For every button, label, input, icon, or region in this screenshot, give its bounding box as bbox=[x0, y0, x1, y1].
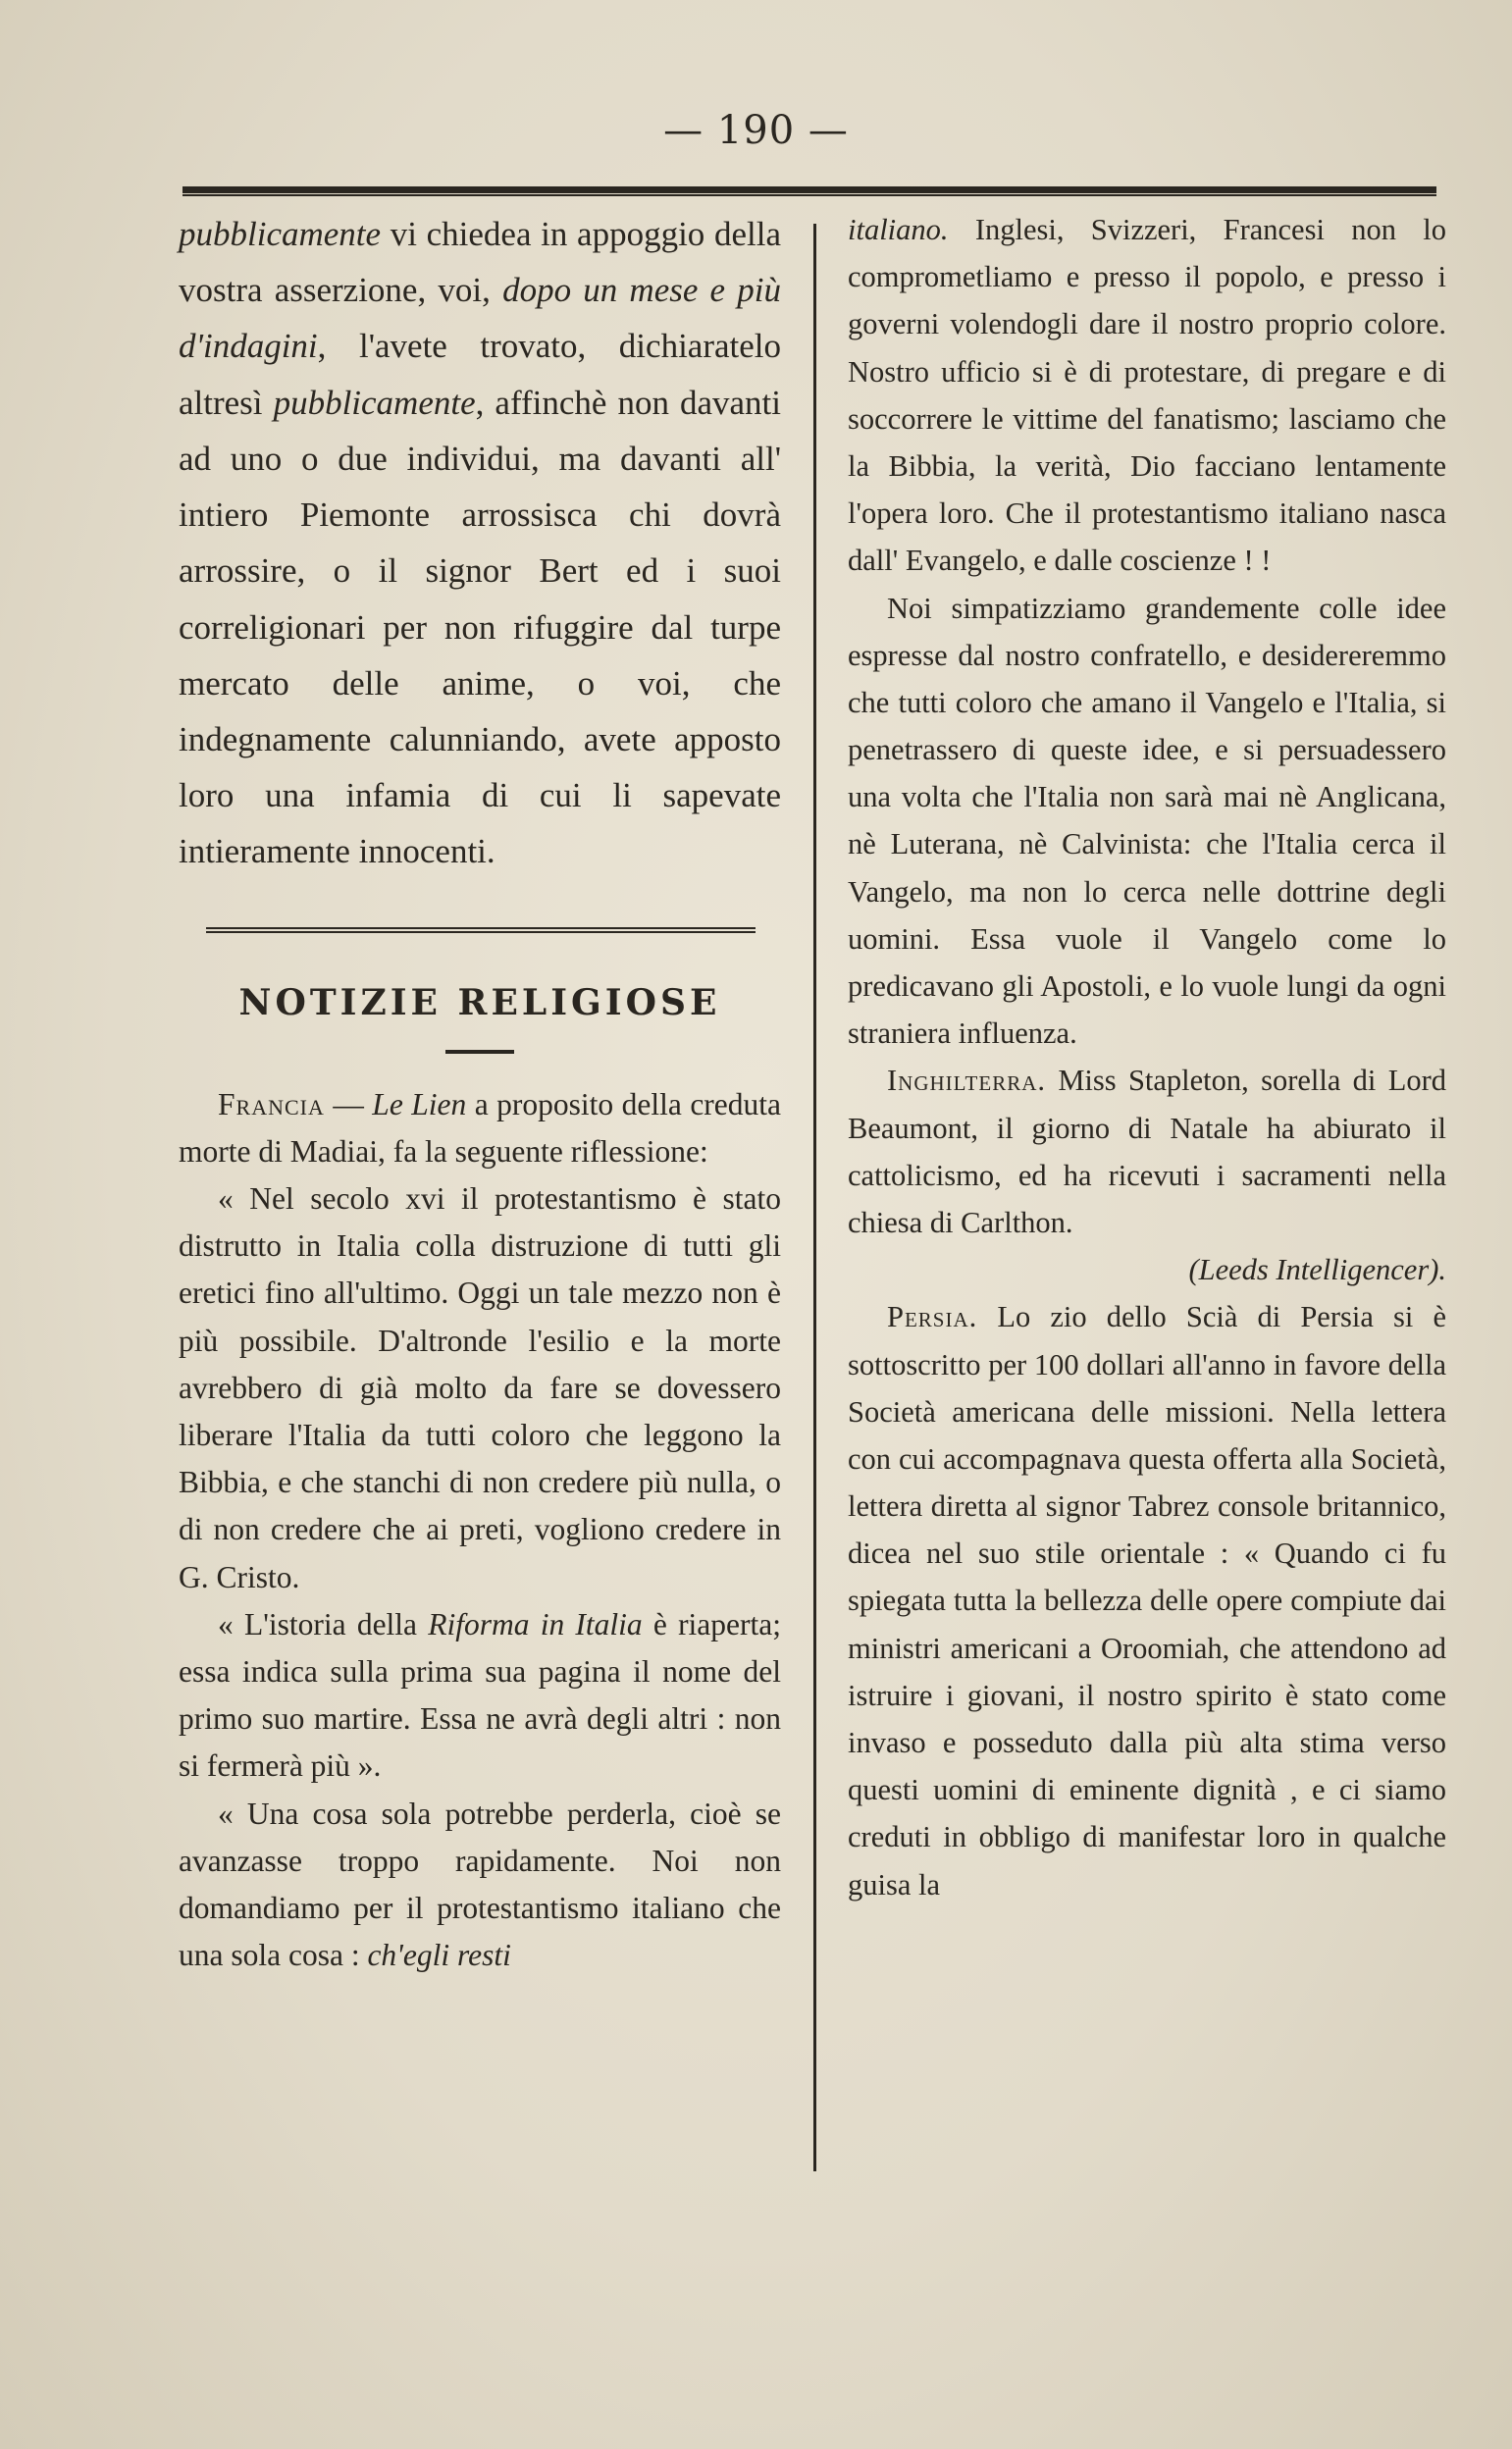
page-number: — 190 — bbox=[663, 108, 849, 153]
text-run: , l'avete trovato, dichiaratelo altresì bbox=[179, 327, 781, 422]
country-label: Francia bbox=[218, 1086, 325, 1121]
quote-paragraph bbox=[179, 1791, 781, 1980]
text-run: Lo zio dello Scià di Persia si è sottoscritto per 100 dollari all'anno in favore della Società americana delle missioni. Nella lettera con cui accompagnava questa offerta alla Società, lettera diretta al signor Tabrez console britannico, dicea nel suo stile orientale : « Quando ci fu spiegata tutta la bellezza delle opere compiute dai ministri americani a Oroomiah, che attendono ad istruire i giovani, il nostro spirito è stato come invaso e posseduto dalla più alta stima verso questi uomini di eminente dignità , e ci siamo creduti in obbligo di manifestar loro in qualche guisa la bbox=[848, 1300, 1446, 1902]
editorial-paragraph: Noi simpatizziamo grandemente colle idee espresse dal nostro confratello, e desidereremmo che tutti coloro che amano il Vangelo e l'Italia, si penetrassero di queste idee, e si persuadessero una volta che l'Italia non sarà mai nè Anglicana, nè Luterana, nè Calvinista: che l'Italia cerca il Vangelo, ma non lo cerca nelle dottrine degli uomini. Essa vuole il Vangelo come lo predicavano gli Apostoli, e lo vuole lungi da ogni straniera influenza. bbox=[848, 591, 1446, 1051]
left-column bbox=[179, 206, 781, 1979]
text-run: vi chiedea in appoggio della vostra asserzione, voi, bbox=[179, 215, 781, 310]
country-label: Inghilterra. bbox=[887, 1064, 1047, 1098]
text-run: , affinchè non davanti ad uno o due individui, ma davanti all' intiero Piemonte arrossisca chi dovrà arrossire, o il signor Bert ed i suoi correligionari per non rifuggire dal turpe mercato delle anime, o voi, che indegnamente calunniando, avete apposto loro una infamia di cui li sapevate intieramente innocenti. bbox=[179, 383, 781, 871]
text-run: « Una cosa sola potrebbe perderla, cioè se avanzasse troppo rapidamente. Noi non domandiamo per il protestantismo italiano che una sola cosa : bbox=[179, 1796, 781, 1973]
right-column bbox=[848, 206, 1446, 1908]
section-title: NOTIZIE RELIGIOSE bbox=[238, 981, 721, 1023]
emphasis: ch'egli resti bbox=[367, 1938, 511, 1973]
column-divider bbox=[813, 224, 816, 2171]
emphasis: dopo un mese e più d'indagini bbox=[179, 271, 781, 366]
emphasis: (Leeds Intelligencer). bbox=[1188, 1253, 1446, 1287]
news-persia bbox=[848, 1293, 1446, 1907]
emphasis: italiano. bbox=[848, 213, 949, 246]
text-run: — bbox=[324, 1086, 373, 1121]
short-rule bbox=[445, 1050, 514, 1054]
quote-paragraph bbox=[179, 1601, 781, 1791]
text-run: è riaperta; essa indica sulla prima sua pagina il nome del primo suo martire. Essa ne avrà degli altri : non si fermerà più ». bbox=[179, 1606, 781, 1784]
emphasis: pubblicamente bbox=[179, 215, 382, 253]
news-francia bbox=[179, 1081, 781, 1175]
emphasis: Riforma in Italia bbox=[428, 1606, 643, 1641]
news-inghilterra bbox=[848, 1057, 1446, 1246]
text-run: Inglesi, Svizzeri, Francesi non lo comprometliamo e presso il popolo, e presso i governi volendogli dare il nostro proprio colore. Nostro ufficio si è di protestare, di pregare e di soccorrere le vittime del fanatismo; lasciamo che la Bibbia, la verità, Dio facciano lentamente l'opera loro. Che il protestantismo italiano nasca dall' Evangelo, e dalle coscienze ! ! bbox=[848, 213, 1446, 578]
text-run: a proposito della creduta morte di Madiai, fa la seguente riflessione: bbox=[179, 1086, 781, 1169]
header-rule bbox=[182, 186, 1436, 196]
quote-continuation bbox=[848, 206, 1446, 585]
source-citation bbox=[848, 1246, 1446, 1293]
section-rule bbox=[206, 927, 756, 933]
country-label: Persia. bbox=[887, 1300, 978, 1334]
text-run: Miss Stapleton, sorella di Lord Beaumont, il giorno di Natale ha abiurato il cattolicismo, ed ha ricevuti i sacramenti nella chiesa di Carlthon. bbox=[848, 1064, 1446, 1239]
quote-paragraph: « Nel secolo xvi il protestantismo è stato distrutto in Italia colla distruzione di tutti gli eretici fino all'ultimo. Oggi un tale mezzo non è più possibile. D'altronde l'esilio e la morte avrebbero di già molto da fare se dovessero liberare l'Italia da tutti coloro che leggono la Bibbia, e che stanchi di non credere più nulla, o di non credere che ai preti, vogliono credere in G. Cristo. bbox=[179, 1181, 781, 1594]
closing-paragraph bbox=[179, 206, 781, 880]
emphasis: pubblicamente bbox=[273, 383, 476, 422]
text-run: « L'istoria della bbox=[218, 1606, 429, 1641]
emphasis: Le Lien bbox=[372, 1086, 467, 1121]
